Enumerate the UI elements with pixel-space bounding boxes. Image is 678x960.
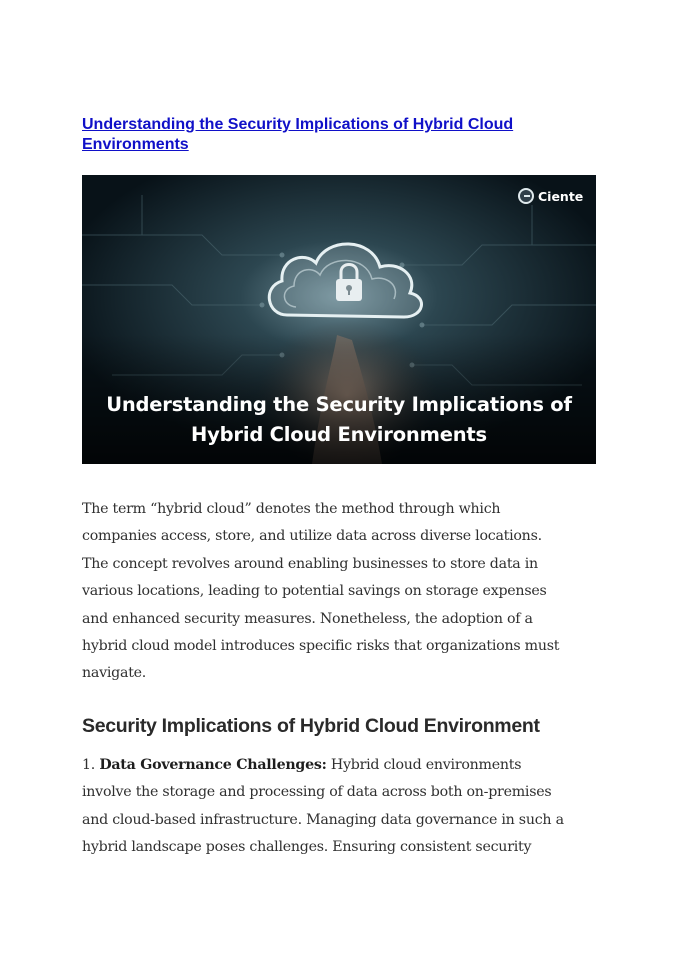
title-line-1: Understanding the Security Implications of Hybrid Cloud [82, 116, 514, 133]
section-item-1 [82, 752, 602, 862]
intro-line: various locations, leading to potential savings on storage expenses [82, 583, 547, 600]
brand-logo [518, 187, 583, 205]
intro-line: navigate. [82, 665, 147, 682]
item-1-title: Data Governance Challenges: [99, 757, 327, 773]
brand-name: Ciente [538, 188, 584, 204]
item-1-line: involve the storage and processing of data across both on-premises [82, 784, 552, 801]
hero-caption-line-1: Understanding the Security Implications of [106, 393, 572, 416]
intro-line: The term “hybrid cloud” denotes the method through which [82, 501, 501, 517]
hero-illustration [82, 175, 596, 464]
article-title-link[interactable] [82, 115, 602, 155]
intro-line: The concept revolves around enabling businesses to store data in [82, 555, 538, 572]
intro-line: companies access, store, and utilize data across diverse locations. [82, 528, 542, 545]
item-1-number: 1. [82, 757, 96, 773]
title-line-2: Environments [82, 136, 189, 153]
item-1-first-line [82, 752, 602, 779]
intro-paragraph [82, 496, 602, 688]
hero-image [82, 175, 596, 464]
intro-line: and enhanced security measures. Nonetheless, the adoption of a [82, 610, 533, 627]
item-1-first-line-rest: Hybrid cloud environments [326, 757, 522, 773]
section-heading: Security Implications of Hybrid Cloud Environment [82, 715, 540, 737]
item-1-line: and cloud-based infrastructure. Managing data governance in such a [82, 811, 564, 828]
ciente-logo-icon [518, 188, 534, 204]
intro-line: hybrid cloud model introduces specific risks that organizations must [82, 638, 560, 655]
hero-caption-line-2: Hybrid Cloud Environments [191, 423, 487, 446]
item-1-line: hybrid landscape poses challenges. Ensuring consistent security [82, 839, 532, 856]
